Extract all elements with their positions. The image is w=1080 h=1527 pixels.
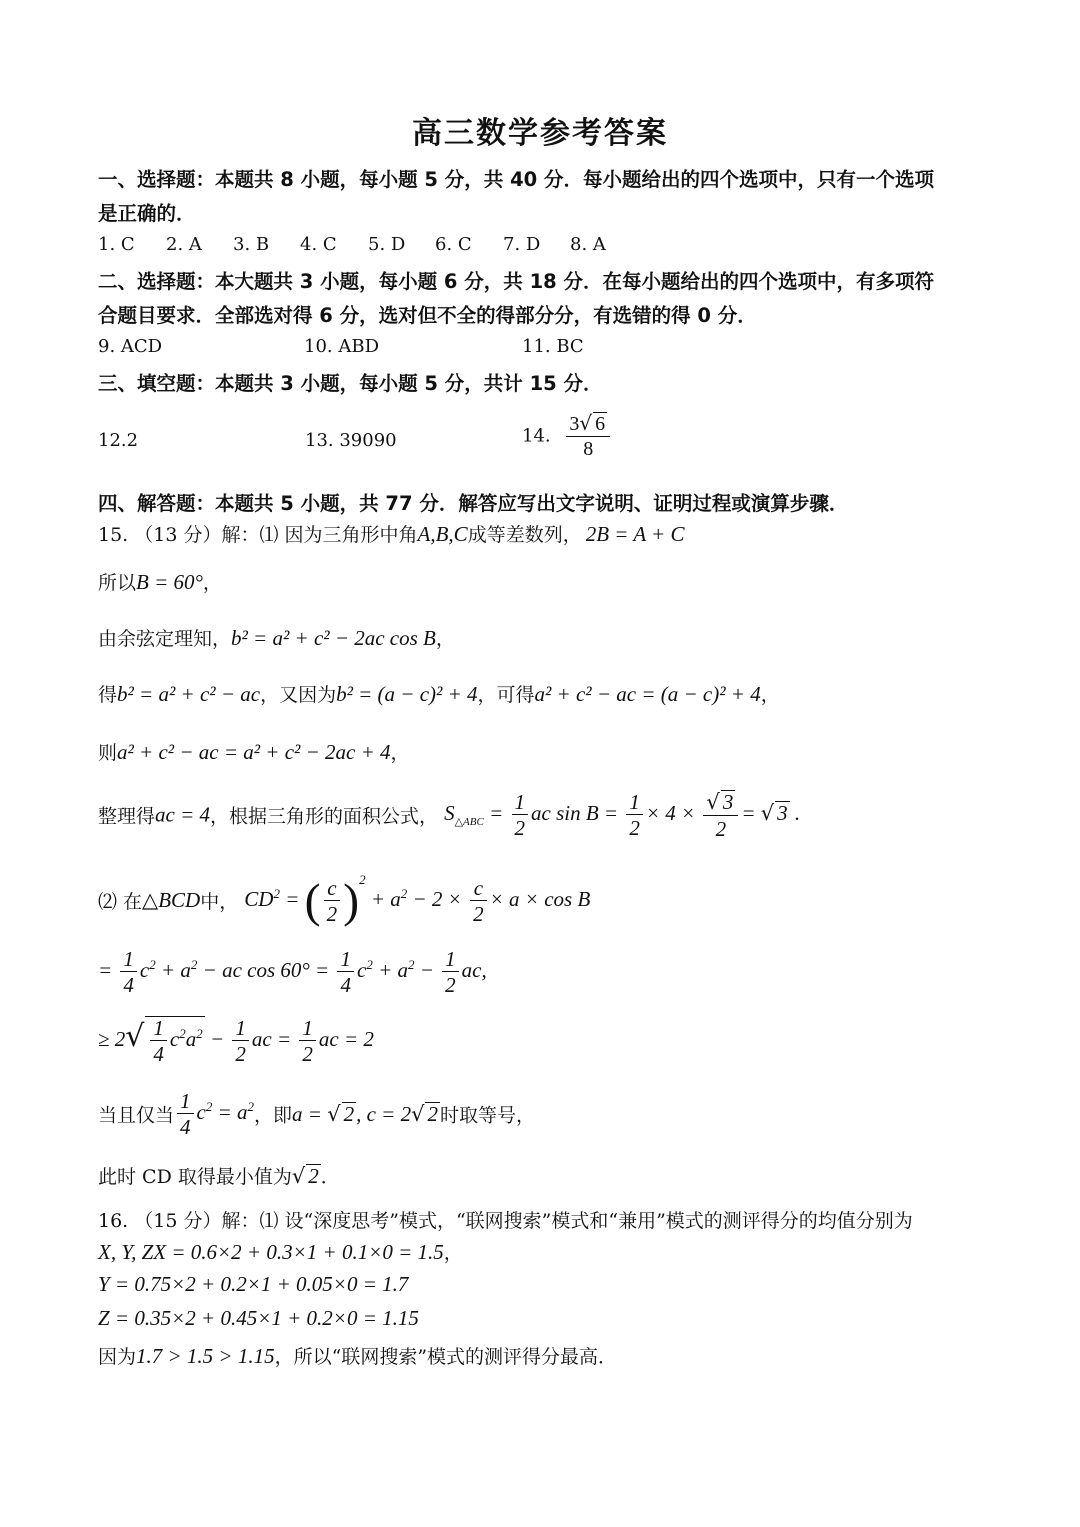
p15-l6-eq1: ac = 4 (155, 802, 211, 827)
p15-l3-post: ， (435, 628, 455, 650)
mc-answer: 8. A (570, 234, 606, 255)
p15-l4-eq1: b² = a² + c² − ac (117, 682, 261, 706)
mc-answer: 1. C (98, 234, 135, 255)
section-2-heading-line2: 合题目要求．全部选对得 6 分，选对但不全的得部分分，有选错的得 0 分． (98, 304, 757, 327)
fill-answer-12: 12.2 (98, 430, 139, 451)
p15-l4-eq3: a² + c² − ac = (a − c)² + 4 (534, 682, 761, 706)
p16-concl-post: ，所以“联网搜索”模式的测评得分最高． (274, 1346, 618, 1368)
p15-head-eq: 2B = A + C (585, 522, 685, 546)
page-title: 高三数学参考答案 (412, 116, 668, 151)
mc-answer: 6. C (435, 234, 472, 255)
fill-answer-14: 14. $\frac{3√ 6}{8}$ (522, 412, 990, 460)
p16-eq3: Z = 0.35×2 + 0.45×1 + 0.2×0 = 1.15 (98, 1306, 419, 1330)
p15-l4-eq2: b² = (a − c)² + 4 (336, 682, 478, 706)
p16-eq2: Y = 0.75×2 + 0.2×1 + 0.05×0 = 1.7 (98, 1272, 409, 1296)
p15-part2-line-4 (98, 1090, 990, 1138)
p15-line-1 (98, 520, 990, 547)
mc-answer: 3. B (233, 234, 270, 255)
p15-l9: 此时 CD 取得最小值为 (98, 1166, 292, 1188)
p15-part2-mid: 中， (200, 890, 239, 913)
p15-l3-pre: 由余弦定理知， (98, 628, 232, 650)
fill-answer-14-coef: 3 (569, 413, 580, 435)
p15-l8-pre: 当且仅当 (98, 1104, 175, 1127)
p16-head: 16. （15 分）解：⑴ 设“深度思考”模式，“联网搜索”模式和“兼用”模式的测评得分的均值分别为 (98, 1210, 913, 1232)
mc-answer-row (98, 234, 990, 255)
section-2-heading-line1: 二、选择题：本大题共 3 小题，每小题 6 分，共 18 分．在每小题给出的四个选项中，有多项符 (98, 270, 935, 293)
p15-l6-pre: 整理得 (98, 805, 156, 828)
p15-part2-pre: ⑵ 在 (98, 890, 143, 913)
section-1-heading-line1: 一、选择题：本题共 8 小题，每小题 5 分，共 40 分．每小题给出的四个选项中，只有一个选项 (98, 168, 935, 191)
p15-l5-post: ， (390, 742, 410, 764)
p15-l2-eq: B = 60° (136, 570, 203, 594)
p16-eq1-post: ， (443, 1242, 463, 1264)
multi-answer: 10. ABD (304, 336, 380, 357)
p15-l4-mid1: ，又因为 (260, 684, 337, 706)
p15-l8-post: 时取等号， (439, 1104, 535, 1127)
multi-answer-row (98, 336, 990, 357)
p15-l2-post: ， (202, 572, 222, 594)
p15-l2-pre: 所以 (98, 572, 137, 594)
p15-l4-mid2: ，可得 (477, 684, 535, 706)
p15-l4-pre: 得 (98, 684, 118, 706)
p15-head-mid: 成等差数列， (467, 524, 582, 546)
multi-answer: 9. ACD (98, 336, 163, 357)
fill-answer-13: 13. 39090 (305, 430, 397, 451)
section-4-heading: 四、解答题：本题共 5 小题，共 77 分．解答应写出文字说明、证明过程或演算步骤． (98, 492, 849, 515)
p15-part2-line-5: 此时 CD 取得最小值为√ 2 ． (98, 1164, 340, 1188)
cd-expansion: = $\frac{1}{4}$ $c^2 + a^2$ − ac cos 60° = $\frac{1}{4}$ $c^2 + a^2$ − $\frac{1}{2}$ ac, (98, 947, 487, 998)
fill-answer-14-denominator: 8 (583, 438, 594, 460)
p16-line-2 (98, 1238, 990, 1265)
p15-angles: A,B,C (417, 522, 468, 546)
p15-line-4 (98, 680, 990, 707)
p15-l6-mid: ，根据三角形的面积公式， (210, 805, 439, 828)
p15-l4-post: ， (760, 684, 780, 706)
p15-part2-line-1 (98, 872, 990, 929)
p16-concl-pre: 因为 (98, 1346, 137, 1368)
p15-line-3 (98, 624, 990, 651)
multi-answer: 11. BC (522, 336, 584, 357)
cd-formula: $CD^2$ = ( $\frac{c}{2}$ )$^2 + a^2 - 2$ × $\frac{c}{2}$ × a × cos B (244, 872, 591, 928)
mc-answer: 5. D (368, 234, 406, 255)
p15-line-5 (98, 738, 990, 765)
p15-part2-triangle: △BCD (142, 887, 201, 912)
p15-head: 15. （13 分）解：⑴ 因为三角形中角 (98, 524, 418, 546)
area-subscript: △ABC (454, 816, 484, 829)
p16-line-4 (98, 1306, 990, 1331)
p15-l9-end: ． (320, 1166, 340, 1188)
p16-line-3 (98, 1272, 990, 1297)
mc-answer: 4. C (300, 234, 337, 255)
p15-part2-line-2 (98, 948, 990, 996)
p15-l5-eq: a² + c² − ac = a² + c² − 2ac + 4 (117, 740, 391, 764)
section-1-heading-line2: 是正确的． (98, 202, 196, 225)
fill-answer-14-radicand: 6 (595, 413, 606, 435)
p15-line-2 (98, 568, 990, 595)
p15-l3-eq: b² = a² + c² − 2ac cos B (231, 626, 436, 650)
section-3-heading: 三、填空题：本题共 3 小题，每小题 5 分，共计 15 分． (98, 372, 603, 395)
area-formula: $S_{\triangle ABC}$ = $\frac{1}{2}$ ac sin B = $\frac{1}{2}$ × 4 × $\frac{√ 3}{2}$ = √ 3 . (444, 790, 801, 842)
p15-part2-line-3 (98, 1016, 990, 1065)
p16-line-5 (98, 1342, 990, 1369)
p16-concl-eq: 1.7 > 1.5 > 1.15 (136, 1344, 275, 1368)
p15-line-6 (98, 790, 990, 840)
fill-answer-14-label: 14. (522, 425, 551, 447)
p15-l5-pre: 则 (98, 742, 118, 764)
p15-l8-mid: ，即 (254, 1104, 293, 1127)
mc-answer: 2. A (166, 234, 202, 255)
equality-condition: $\frac{1}{4}$ $c^2 = a^2$ (174, 1100, 254, 1124)
p16-eq1: X, Y, ZX = 0.6×2 + 0.3×1 + 0.1×0 = 1.5 (98, 1240, 444, 1264)
mc-answer: 7. D (503, 234, 541, 255)
area-symbol: S (444, 800, 455, 825)
cd-inequality: ≥ 2√ $\frac{1}{4}$ $c^2a^2$ − $\frac{1}{2}$ ac = $\frac{1}{2}$ ac = 2 (98, 1016, 374, 1067)
equality-values: a = √ 2, c = 2√ 2 (292, 1101, 438, 1126)
